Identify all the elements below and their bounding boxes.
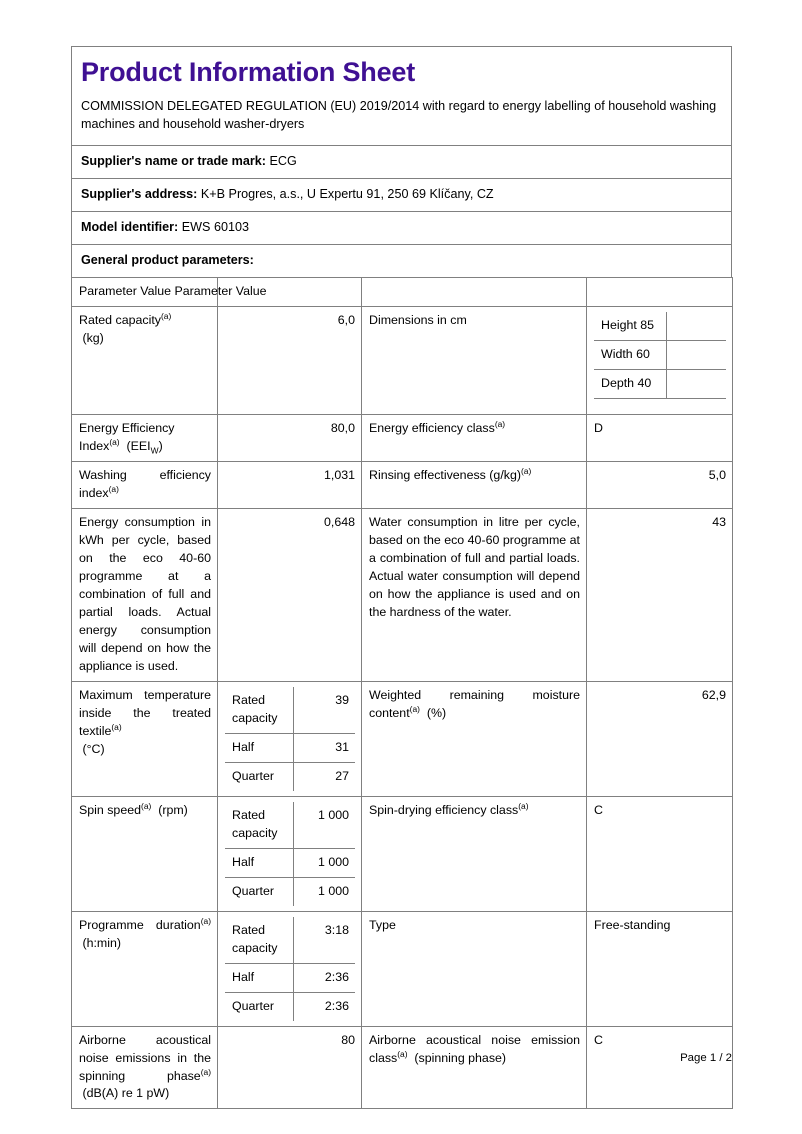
load-value-quarter: 27 <box>335 768 349 783</box>
footnote-marker: (a) <box>200 1066 211 1077</box>
load-row-quarter <box>225 762 355 790</box>
table-row <box>72 796 733 911</box>
title-block <box>71 46 732 145</box>
load-row-rated <box>225 687 355 733</box>
energy-consumption-value: 0,648 <box>218 508 362 681</box>
max-temperature-subtable <box>225 687 355 791</box>
water-consumption-label: Water consumption in litre per cycle, based on the eco 40-60 programme at a combination of full and partial loads. Actual water consumption will depend on how the appliance is used and on the hardness of the water. <box>362 508 587 681</box>
table-row <box>72 508 733 681</box>
table-row <box>72 681 733 796</box>
general-parameters-row <box>71 244 732 277</box>
dimension-width: Width 60 <box>594 340 666 369</box>
footnote-marker: (a) <box>108 483 119 494</box>
table-row <box>72 1026 733 1109</box>
load-label-rated: Rated capacity <box>225 687 293 733</box>
dimension-filler-left <box>594 398 666 409</box>
footnote-marker: (a) <box>111 721 122 732</box>
load-label-quarter: Quarter <box>225 877 293 905</box>
spin-speed-loads <box>218 796 362 911</box>
load-row-quarter <box>225 877 355 905</box>
programme-duration-label: Programme duration$^{(a)}$ (h:min) <box>72 911 218 1026</box>
footnote-marker: (a) <box>518 800 529 811</box>
supplier-address-value: K+B Progres, a.s., U Expertu 91, 250 69 Klíčany, CZ <box>200 186 494 201</box>
dimension-row-height <box>594 312 726 340</box>
load-row-rated <box>225 802 355 848</box>
footnote-marker: (a) <box>397 1048 408 1059</box>
footnote-marker: (a) <box>141 800 152 811</box>
load-row-quarter <box>225 992 355 1020</box>
eei-label-text: Energy Efficiency Index <box>79 420 175 453</box>
dimensions-label: Dimensions in cm <box>362 306 587 414</box>
header-value-2 <box>587 277 733 306</box>
supplier-address-label: Supplier's address: <box>81 186 198 201</box>
footnote-marker: (a) <box>520 465 532 476</box>
energy-efficiency-class-value: D <box>587 414 733 461</box>
airborne-noise-value: 80 <box>218 1026 362 1109</box>
moisture-content-value: 62,9 <box>587 681 733 796</box>
programme-duration-unit: (h:min) <box>82 935 122 950</box>
load-label-rated: Rated capacity <box>225 802 293 848</box>
load-value-rated: 1 000 <box>293 802 355 848</box>
max-temperature-label: Maximum temperature inside the treated textile$^{(a)}$ (°C) <box>72 681 218 796</box>
moisture-content-label: Weighted remaining moisture content$^{(a)}$ (%) <box>362 681 587 796</box>
programme-duration-subtable <box>225 917 355 1021</box>
washing-efficiency-index-label: Washing efficiency index$^{(a)}$ <box>72 461 218 508</box>
dimension-height-spacer <box>666 312 726 340</box>
rinsing-effectiveness-label: Rinsing effectiveness $(g/kg)^{(a)}$ <box>362 461 587 508</box>
load-label-half: Half <box>225 963 293 992</box>
header-parameter-2 <box>362 277 587 306</box>
page-footer: Page 1 / 2 <box>680 1052 732 1064</box>
regulation-subtitle: COMMISSION DELEGATED REGULATION (EU) 2019/2014 with regard to energy labelling of household washing machines and household washer-dryers <box>81 99 717 132</box>
airborne-noise-class-value: C <box>587 1026 733 1109</box>
supplier-name-label: Supplier's name or trade mark: <box>81 153 266 168</box>
rinsing-effectiveness-value: 5,0 <box>587 461 733 508</box>
water-consumption-value: 43 <box>587 508 733 681</box>
general-parameters-label: General product parameters: <box>81 252 254 267</box>
rated-capacity-unit: (kg) <box>82 330 104 345</box>
footnote-marker: (a) <box>109 436 120 447</box>
rated-capacity-label-text: Rated capacity <box>79 312 161 327</box>
rated-capacity-value: 6,0 <box>218 306 362 414</box>
load-label-half: Half <box>225 848 293 877</box>
footnote-marker: (a) <box>409 703 420 714</box>
load-label-quarter: Quarter <box>225 762 293 790</box>
dimension-width-spacer <box>666 340 726 369</box>
spin-speed-label: Spin speed$^{(a)}$ (rpm) <box>72 796 218 911</box>
footnote-marker: (a) <box>494 418 506 429</box>
energy-efficiency-class-label: Energy efficiency class$^{(a)}$ <box>362 414 587 461</box>
dimension-height: Height 85 <box>594 312 666 340</box>
energy-consumption-label: Energy consumption in kWh per cycle, based on the eco 40-60 programme at a combination of full and partial loads. Actual energy consumption will depend on how the appliance is used. <box>72 508 218 681</box>
load-row-rated <box>225 917 355 963</box>
table-row <box>72 414 733 461</box>
header-parameter-value-merged: Parameter Value Parameter Value <box>72 277 218 306</box>
load-row-half <box>225 963 355 992</box>
load-row-half <box>225 848 355 877</box>
supplier-name-value: ECG <box>269 153 297 168</box>
programme-duration-loads <box>218 911 362 1026</box>
supplier-name-row <box>71 145 732 178</box>
max-temperature-unit: (°C) <box>82 741 105 756</box>
rated-capacity-label <box>72 306 218 414</box>
energy-efficiency-index-value: 80,0 <box>218 414 362 461</box>
footnote-marker: (a) <box>200 915 211 926</box>
load-value-quarter: 2:36 <box>324 998 349 1013</box>
airborne-noise-unit: (dB(A) re 1 pW) <box>82 1086 170 1101</box>
table-row <box>72 306 733 414</box>
footnote-marker: (a) <box>160 310 172 321</box>
dimension-depth-spacer <box>666 369 726 398</box>
type-value: Free-standing <box>587 911 733 1026</box>
max-temperature-loads <box>218 681 362 796</box>
dimension-row-filler <box>594 398 726 409</box>
dimension-depth: Depth 40 <box>594 369 666 398</box>
model-identifier-value: EWS 60103 <box>181 219 249 234</box>
load-value-quarter: 1 000 <box>317 883 349 898</box>
table-row <box>72 461 733 508</box>
page-title: Product Information Sheet <box>81 57 416 87</box>
load-value-rated: 3:18 <box>293 917 355 963</box>
spin-drying-class-value: C <box>587 796 733 911</box>
load-row-half <box>225 733 355 762</box>
load-value-half: 1 000 <box>293 848 355 877</box>
dimension-filler-right <box>666 398 726 409</box>
model-identifier-label: Model identifier: <box>81 219 179 234</box>
type-label: Type <box>362 911 587 1026</box>
table-header-row <box>72 277 733 306</box>
dimensions-values <box>587 306 733 414</box>
spin-speed-subtable <box>225 802 355 906</box>
airborne-noise-class-label: Airborne acoustical noise emission class$^{(a)}$ (spinning phase) <box>362 1026 587 1109</box>
load-value-half: 31 <box>293 733 355 762</box>
load-value-rated: 39 <box>293 687 355 733</box>
dimensions-subtable <box>594 312 726 409</box>
load-label-quarter: Quarter <box>225 992 293 1020</box>
energy-efficiency-index-label: Energy Efficiency Index$^{(a)}$ $(EEI_W)$ <box>72 414 218 461</box>
load-label-half: Half <box>225 733 293 762</box>
spin-speed-unit: (rpm) <box>158 802 188 817</box>
supplier-address-row <box>71 178 732 211</box>
airborne-noise-label: Airborne acoustical noise emissions in the spinning phase$^{(a)}$ (dB(A) re 1 pW) <box>72 1026 218 1109</box>
table-row <box>72 911 733 1026</box>
load-label-rated: Rated capacity <box>225 917 293 963</box>
product-information-sheet <box>71 46 732 1109</box>
washing-efficiency-index-value: 1,031 <box>218 461 362 508</box>
spin-drying-class-label: Spin-drying efficiency class$^{(a)}$ <box>362 796 587 911</box>
dimension-row-depth <box>594 369 726 398</box>
model-identifier-row <box>71 211 732 244</box>
dimension-row-width <box>594 340 726 369</box>
load-value-half: 2:36 <box>293 963 355 992</box>
general-product-parameters-table <box>71 277 733 1109</box>
